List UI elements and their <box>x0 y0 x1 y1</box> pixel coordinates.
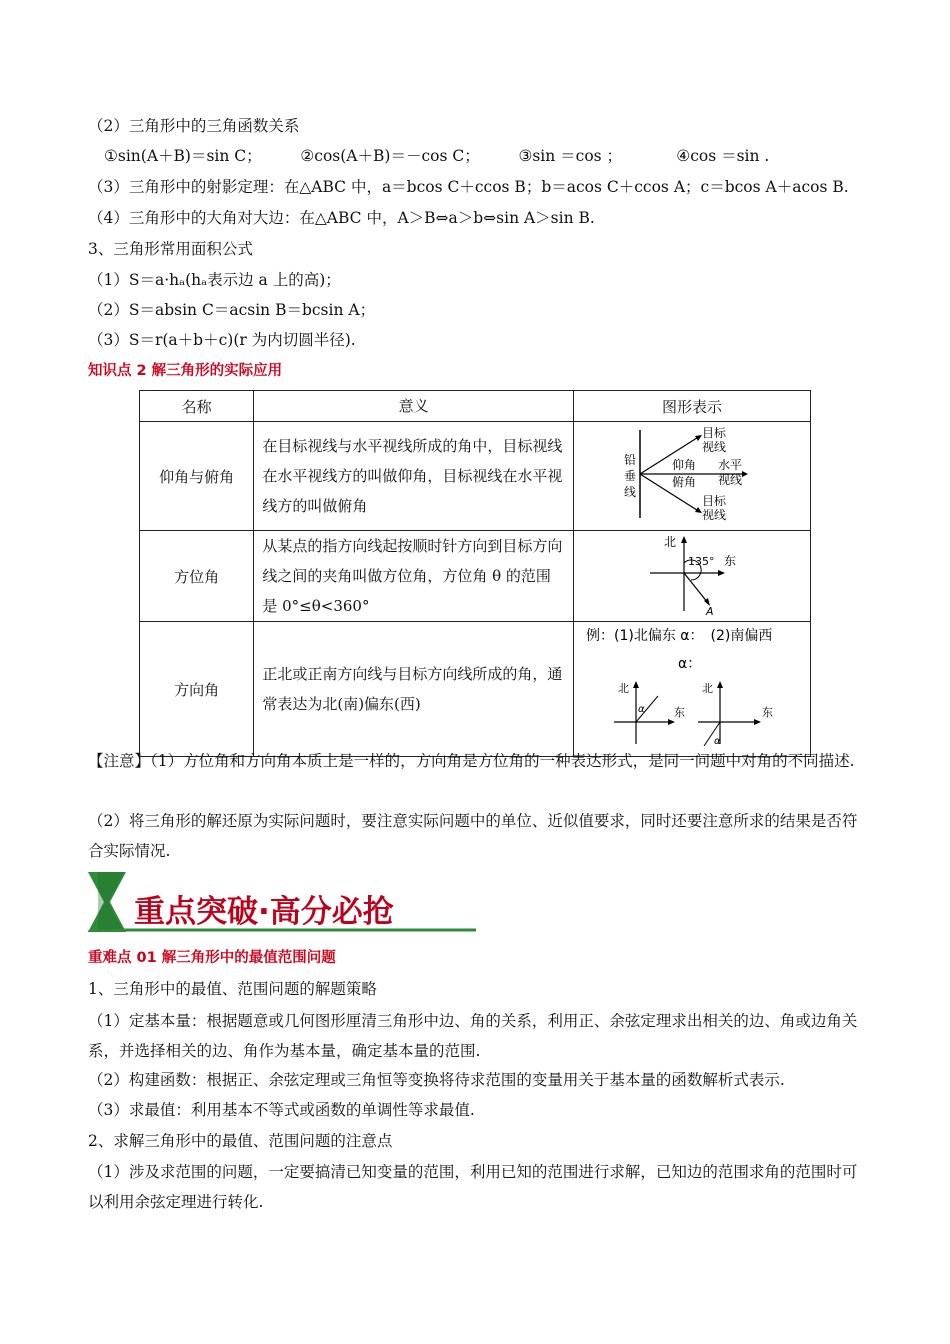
row-meaning: 从某点的指方向线起按顺时针方向到目标方向线之间的夹角叫做方位角，方位角 θ 的范围是 0°≤θ<360° <box>254 531 574 622</box>
svg-text:线: 线 <box>623 485 636 499</box>
strategy-step-1: （1）定基本量：根据题意或几何图形厘清三角形中边、角的关系，利用正、余弦定理求出相关的边、角或边角关系，并选择相关的边、角作为基本量，确定基本量的范围. <box>88 1012 858 1060</box>
banner-text: 重点突破·高分必抢 <box>134 894 394 930</box>
section-banner <box>88 872 476 932</box>
svg-text:视线: 视线 <box>701 440 726 454</box>
table-row <box>140 622 811 757</box>
svg-text:例：(1)北偏东 α： (2)南偏西: 例：(1)北偏东 α： (2)南偏西 <box>585 628 773 644</box>
direction-angle-figure <box>573 622 810 757</box>
svg-text:铅: 铅 <box>623 453 636 467</box>
projection-theorem: （3）三角形中的射影定理：在△ABC 中，a＝bcos C＋ccos B；b＝acos C＋ccos A；c＝bcos A＋acos B. <box>88 178 849 196</box>
table-row <box>140 531 811 622</box>
svg-text:α: α <box>637 704 645 715</box>
svg-text:α：: α： <box>677 656 702 672</box>
trig-relations-formulas: ①sin(A＋B)＝sin C； ②cos(A＋B)＝－cos C； ③sin ＝cos ； ④cos ＝sin . <box>104 147 770 165</box>
svg-text:东: 东 <box>673 706 685 719</box>
elevation-figure-svg <box>574 422 810 526</box>
row-meaning: 在目标视线与水平视线所成的角中，目标视线在水平视线方的叫做仰角，目标视线在水平视线方的叫做俯角 <box>254 422 574 531</box>
svg-text:视线: 视线 <box>701 508 726 522</box>
note-paragraph-2: （2）将三角形的解还原为实际问题时，要注意实际问题中的单位、近似值要求，同时还要注意所求的结果是否符合实际情况. <box>88 812 858 860</box>
direction-figure-svg <box>574 622 810 752</box>
banner-graphic <box>88 872 476 932</box>
svg-text:北: 北 <box>663 535 676 549</box>
svg-text:垂: 垂 <box>623 469 636 483</box>
svg-text:仰角: 仰角 <box>671 458 696 472</box>
svg-text:东: 东 <box>761 706 773 719</box>
big-angle-big-side: （4）三角形中的大角对大边：在△ABC 中，A＞B⇔a＞b⇔sin A＞sin B. <box>88 209 595 227</box>
area-formula-1: （1）S＝a·hₐ(hₐ表示边 a 上的高)； <box>88 271 341 289</box>
header-meaning: 意义 <box>254 391 574 422</box>
knowledge-point-2-heading: 知识点 2 解三角形的实际应用 <box>88 363 283 379</box>
strategy-step-2: （2）构建函数：根据正、余弦定理或三角恒等变换将待求范围的变量用关于基本量的函数解析式表示. <box>88 1071 785 1089</box>
svg-text:东: 东 <box>723 554 736 568</box>
azimuth-figure <box>573 531 810 622</box>
application-table <box>139 390 811 757</box>
key-point-01-heading: 重难点 01 解三角形中的最值范围问题 <box>88 950 336 966</box>
header-figure: 图形表示 <box>573 391 810 422</box>
svg-text:视线: 视线 <box>717 473 742 487</box>
svg-text:北: 北 <box>617 682 629 695</box>
area-formula-3: （3）S＝r(a＋b＋c)(r 为内切圆半径). <box>88 331 356 349</box>
svg-text:目标: 目标 <box>701 426 726 440</box>
trig-relations-title: （2）三角形中的三角函数关系 <box>88 117 300 135</box>
svg-text:α: α <box>713 736 721 747</box>
notes-title: 2、求解三角形中的最值、范围问题的注意点 <box>88 1132 393 1150</box>
area-formula-title: 3、三角形常用面积公式 <box>88 240 253 258</box>
svg-text:135°: 135° <box>687 555 715 568</box>
row-name: 方向角 <box>140 622 254 757</box>
note-paragraph-1: 【注意】（1）方位角和方向角本质上是一样的，方向角是方位角的一种表达形式，是同一问题中对角的不同描述. <box>88 752 855 770</box>
notes-point-1: （1）涉及求范围的问题，一定要搞清已知变量的范围，利用已知的范围进行求解，已知边的范围求角的范围时可以利用余弦定理进行转化. <box>88 1163 858 1211</box>
header-name: 名称 <box>140 391 254 422</box>
table-row <box>140 422 811 531</box>
svg-text:A: A <box>705 605 714 617</box>
svg-text:目标: 目标 <box>701 494 726 508</box>
svg-text:北: 北 <box>701 682 713 695</box>
svg-text:俯角: 俯角 <box>671 475 696 489</box>
row-meaning: 正北或正南方向线与目标方向线所成的角，通常表达为北(南)偏东(西) <box>254 622 574 757</box>
elevation-depression-figure <box>573 422 810 531</box>
azimuth-figure-svg <box>574 531 810 617</box>
row-name: 仰角与俯角 <box>140 422 254 531</box>
strategy-step-3: （3）求最值：利用基本不等式或函数的单调性等求最值. <box>88 1101 475 1119</box>
strategy-title: 1、三角形中的最值、范围问题的解题策略 <box>88 980 377 998</box>
svg-text:水平: 水平 <box>717 458 742 472</box>
area-formula-2: （2）S＝absin C＝acsin B＝bcsin A； <box>88 301 376 319</box>
row-name: 方位角 <box>140 531 254 622</box>
